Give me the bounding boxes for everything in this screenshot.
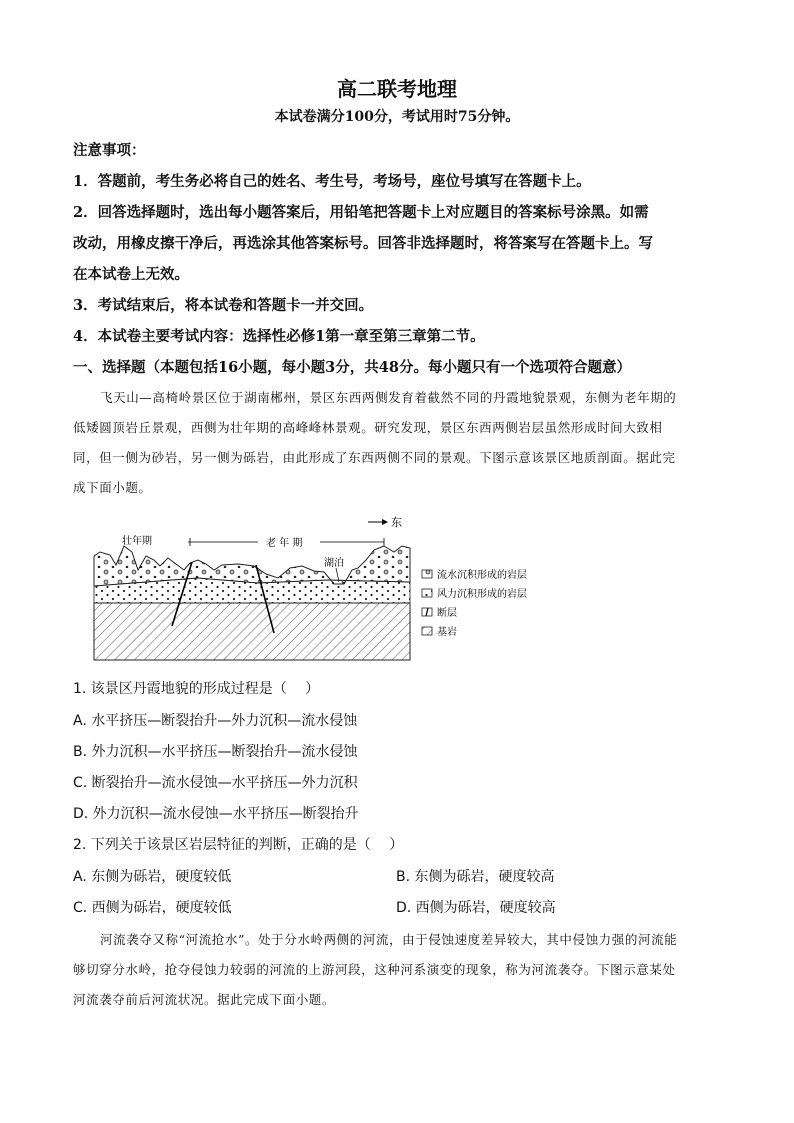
notice-item: 4．本试卷主要考试内容：选择性必修1第一章至第三章第二节。 [73,328,485,345]
bedrock-layer [94,603,410,660]
section-heading: 一、选择题（本题包括16小题，每小题3分，共48分。每小题只有一个选项符合题意） [73,359,631,376]
passage-line: 河流袭夺又称“河流抢水”。处于分水岭两侧的河流，由于侵蚀速度差异较大，其中侵蚀力强的河流能 [100,932,678,947]
option-d: D. 西侧为砾岩，硬度较高 [396,900,556,916]
passage-line: 成下面小题。 [73,480,152,495]
option-c: C. 西侧为砾岩，硬度较低 [73,900,232,916]
option-d: D. 外力沉积—流水侵蚀—水平挤压—断裂抬升 [73,806,359,822]
geologic-profile-figure [88,508,548,678]
legend-fluvial: 流水沉积形成的岩层 [437,570,527,581]
passage-line: 飞天山—高椅岭景区位于湖南郴州，景区东西两侧发育着截然不同的丹霞地貌景观，东侧为老年期的 [100,390,677,405]
option-c: C. 断裂抬升—流水侵蚀—水平挤压—外力沉积 [73,775,358,791]
passage-line: 河流袭夺前后河流状况。据此完成下面小题。 [73,992,336,1007]
legend-aeolian: 风力沉积形成的岩层 [437,589,527,600]
old-stage-label: 老 年 期 [266,538,303,549]
passage-line: 够切穿分水岭，抢夺侵蚀力较弱的河流的上游河段，这种河系演变的现象，称为河流袭夺。下图示意某处 [73,962,676,977]
notice-item: 在本试卷上无效。 [73,266,189,283]
east-label: 东 [391,516,402,529]
lake-label: 湖泊 [324,558,344,569]
passage-line: 低矮圆顶岩丘景观，西侧为壮年期的高峰峰林景观。研究发现，景区东西两侧岩层虽然形成时间大致相 [73,420,663,435]
notice-item: 改动，用橡皮擦干净后，再选涂其他答案标号。回答非选择题时，将答案写在答题卡上。写 [73,235,653,252]
notice-item: 1．答题前，考生务必将自己的姓名、考生号，考场号，座位号填写在答题卡上。 [73,173,591,190]
notice-item: 2．回答选择题时，选出每小题答案后，用铅笔把答题卡上对应题目的答案标号涂黑。如需 [73,204,649,221]
question-stem: 1. 该景区丹霞地貌的形成过程是（ ） [73,681,320,697]
fluvial-layer [94,546,410,586]
exam-info: 本试卷满分100分，考试用时75分钟。 [274,109,520,125]
question-stem: 2. 下列关于该景区岩层特征的判断，正确的是（ ） [73,837,404,853]
notice-item: 3．考试结束后，将本试卷和答题卡一并交回。 [73,297,374,314]
option-b: B. 外力沉积—水平挤压—断裂抬升—流水侵蚀 [73,744,358,760]
passage-line: 同，但一侧为砂岩，另一侧为砾岩，由此形成了东西两侧不同的景观。下图示意该景区地质剖面。据此完 [73,450,676,465]
option-a: A. 东侧为砾岩，硬度较低 [73,869,232,885]
notice-heading: 注意事项： [73,142,146,159]
option-b: B. 东侧为砾岩，硬度较高 [396,869,555,885]
young-stage-label: 壮年期 [122,536,152,547]
option-a: A. 水平挤压—断裂抬升—外力沉积—流水侵蚀 [73,713,358,729]
legend-bedrock: 基岩 [437,627,457,638]
legend-fault: 断层 [437,608,457,619]
page-title: 高二联考地理 [337,77,457,101]
